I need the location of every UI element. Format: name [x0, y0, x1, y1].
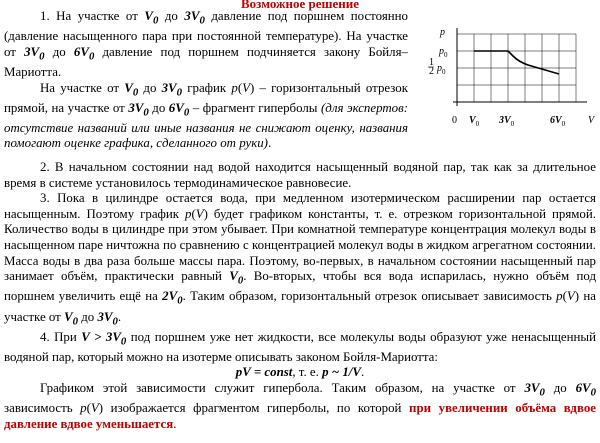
graph-grid: [457, 34, 576, 102]
conclusion-highlight: при увеличении объёма вдвое давление вдвое уменьшается: [4, 401, 596, 431]
paragraph-3: 3. Пока в цилиндре остается вода, при медленном изотермическом расширении пар остается насыщенным. Поэтому график p(V) будет графиком константы, т. е. отрезком горизонтальной прямой. Количество воды в цилиндре при этом убывает. При комнатной температуре концентрация молекул воды в насыщенном паре ничтожна по сравнению с концентрацией молекул воды в жидком агрегатном состоянии. Масса воды в два раза больше массы пара. Поэтому, во-первых, в начальном состоянии насыщенный пар занимает объём, практически равный $V_0$. Во-вторых, чтобы вся вода испарилась, нужно объём под поршнем увеличить ещё на $2V_0$. Таким образом, горизонтальный отрезок описывает зависимость p(V) на участке от $V_0$ до $3V_0$.: [4, 191, 597, 328]
y-tick-half-p0: $p_0$: [437, 63, 446, 76]
x-tick-6v0: $6V_0$: [550, 115, 566, 128]
paragraph-graph-description: На участке от $V_0$ до $3V_0$ график p(V) – горизонтальный отрезок прямой, на участке от $3V_0$ до $6V_0$ – фрагмент гиперболы (для экспертов: отсутствие названий или иные названия не снижают оценку, названия помогают оценке графика, сделанного от руки).: [4, 80, 408, 151]
hyperbola-segment: [508, 51, 559, 74]
x-tick-3v0: $3V_0$: [499, 115, 515, 128]
solution-title: Возможное решение: [240, 0, 359, 11]
paragraph-1: 1. На участке от $V_0$ до $3V_0$ давление под поршнем постоянно (давление насыщенного пара при постоянной температуре). На участке от $3V_0$ до $6V_0$ давление под поршнем подчиняется закону Бойля–Мариотта.: [4, 9, 408, 79]
y-tick-half-num: 1: [429, 57, 434, 68]
x-axis-label: V: [588, 115, 595, 126]
pressure-volume-graph: [415, 28, 595, 140]
paragraph-5: Графиком этой зависимости служит гипербола. Таким образом, на участке от $3V_0$ до $6V_0$ зависимость p(V) изображается фрагментом гиперболы, по которой при увеличении объёма вдвое давление вдвое уменьшается.: [4, 381, 597, 431]
paragraph-4: 4. При $V > 3V_0$ под поршнем уже нет жидкости, все молекулы воды образуют уже ненасыщенный водяной пар, который можно на изотерме описывать законом Бойля-Мариотта:: [4, 329, 596, 364]
paragraph-2: 2. В начальном состоянии над водой находится насыщенный водяной пар, так как за длительное время в системе установилось термодинамическое равновесие.: [4, 160, 596, 190]
boyle-mariotte-formula: pV = const, т. е. p ~ 1/V.: [235, 365, 365, 380]
x-tick-v0: $V_0$: [469, 115, 480, 128]
y-axis-label: p: [440, 28, 445, 38]
y-tick-p0: $p_0$: [439, 46, 448, 59]
x-tick-0: 0: [452, 115, 457, 126]
top-text-block: [4, 9, 408, 152]
y-tick-half-den: 2: [429, 66, 434, 77]
bottom-text-block: [4, 160, 596, 432]
